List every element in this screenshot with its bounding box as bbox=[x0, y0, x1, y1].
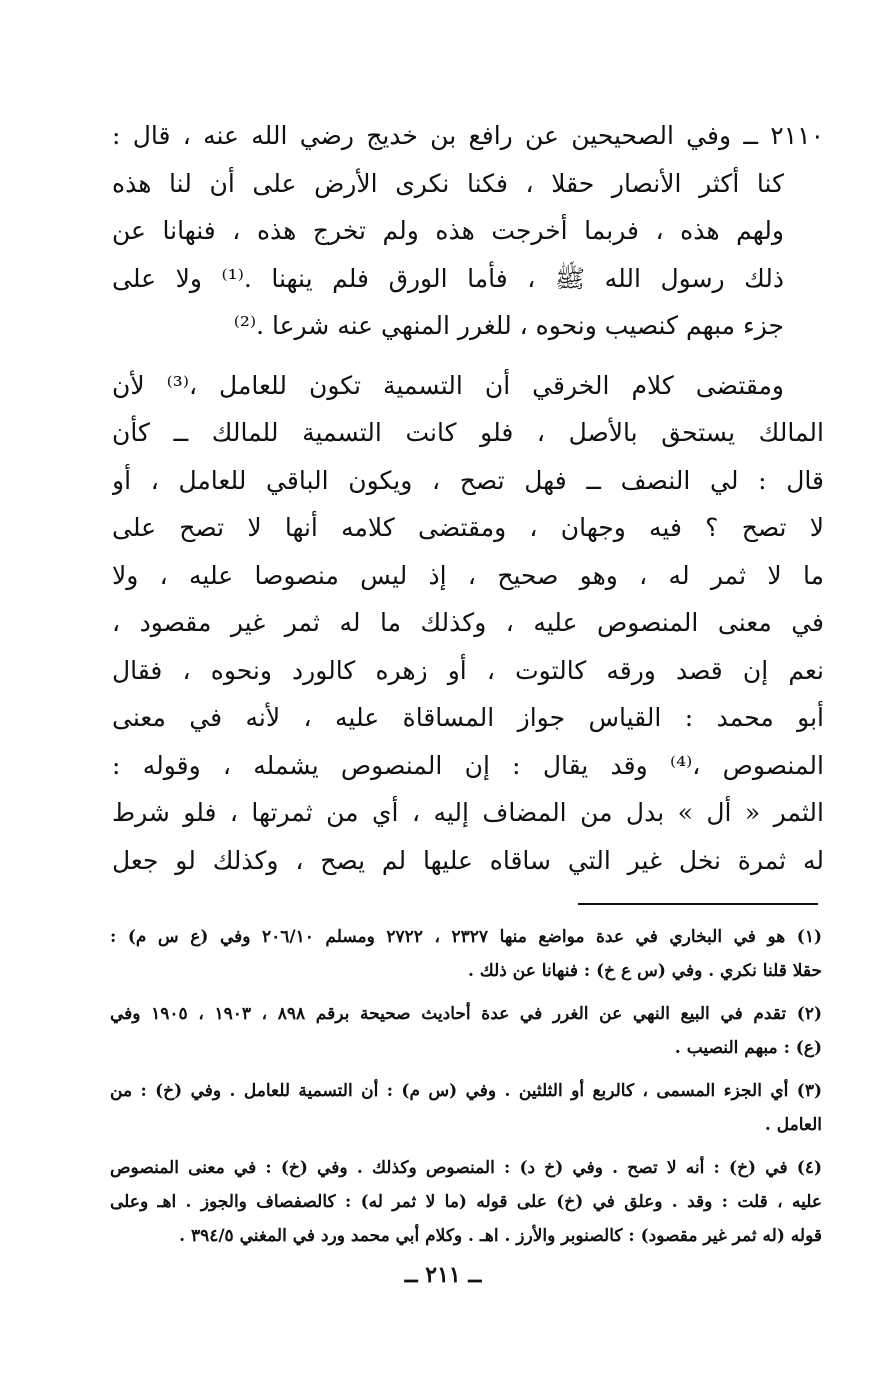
text-line: لا تصح ؟ فيه وجهان ، ومقتضى كلامه أنها لا تصح على bbox=[112, 513, 824, 542]
commentary-paragraph bbox=[112, 362, 824, 885]
text-line: الثمر « أل » بدل من المضاف إليه ، أي من ثمرتها ، فلو شرط bbox=[112, 798, 824, 827]
footnote-line: حقلا قلنا نكري . وفي (س ع خ) : فنهانا عن ذلك . bbox=[467, 961, 822, 981]
footnote-line: عليه ، قلت : وقد . وعلق في (خ) على قوله (ما لا ثمر له) : كالصفصاف والجوز . اهـ وعلى bbox=[110, 1192, 822, 1212]
paragraph-gap bbox=[112, 350, 824, 362]
text-line: في معنى المنصوص عليه ، وكذلك ما له ثمر غير مقصود ، bbox=[112, 608, 824, 637]
text-line: جزء مبهم كنصيب ونحوه ، للغرر المنهي عنه شرعا .⁽²⁾ bbox=[233, 311, 784, 340]
footnote-3 bbox=[110, 1074, 822, 1142]
text-line: ٢١١٠ ــ وفي الصحيحين عن رافع بن خديج رضي الله عنه ، قال : bbox=[112, 121, 824, 150]
footnote-line: قوله (له ثمر غير مقصود) : كالصنوبر والأرز . اهـ . وكلام أبي محمد ورد في المغني ٣٩٤/٥ . bbox=[179, 1226, 822, 1246]
footnote-line: (٤) في (خ) : أنه لا تصح . وفي (خ د) : المنصوص وكذلك . وفي (خ) : في معنى المنصوص bbox=[110, 1158, 822, 1178]
text-line: نعم إن قصد ورقه كالتوت ، أو زهره كالورد ونحوه ، فقال bbox=[112, 655, 824, 685]
hadith-paragraph bbox=[112, 112, 824, 350]
text-line: المنصوص ،⁽⁴⁾ وقد يقال : إن المنصوص يشمله ، وقوله : bbox=[112, 750, 824, 780]
footnote-divider bbox=[578, 903, 818, 905]
footnote-line: العامل . bbox=[764, 1115, 822, 1135]
footnote-4 bbox=[110, 1151, 822, 1253]
footnote-line: (٢) تقدم في البيع النهي عن الغرر في عدة أحاديث صحيحة برقم ٨٩٨ ، ١٩٠٣ ، ١٩٠٥ وفي bbox=[110, 1004, 822, 1024]
footnote-line: (ع) : مبهم النصيب . bbox=[674, 1038, 822, 1058]
footnotes bbox=[110, 920, 822, 1262]
text-line: ولهم هذه ، فربما أخرجت هذه ولم تخرج هذه ، فنهانا عن bbox=[112, 216, 784, 245]
footnote-1 bbox=[110, 920, 822, 988]
text-line: كنا أكثر الأنصار حقلا ، فكنا نكرى الأرض على أن لنا هذه bbox=[112, 168, 784, 198]
text-line: ذلك رسول الله ﷺ ، فأما الورق فلم ينهنا .⁽¹⁾ ولا على bbox=[112, 263, 784, 293]
footnote-2 bbox=[110, 997, 822, 1065]
text-line: قال : لي النصف ــ فهل تصح ، ويكون الباقي للعامل ، أو bbox=[112, 465, 824, 495]
main-text bbox=[112, 112, 824, 884]
text-line: المالك يستحق بالأصل ، فلو كانت التسمية للمالك ــ كأن bbox=[112, 418, 824, 447]
text-line: ومقتضى كلام الخرقي أن التسمية تكون للعامل ،⁽³⁾ لأن bbox=[112, 370, 784, 400]
page-number: ــ ٢١١ ــ bbox=[404, 1262, 482, 1288]
text-line: له ثمرة نخل غير التي ساقاه عليها لم يصح ، وكذلك لو جعل bbox=[112, 845, 824, 875]
footnote-line: (٣) أي الجزء المسمى ، كالربع أو الثلثين . وفي (س م) : أن التسمية للعامل . وفي (خ) : من bbox=[110, 1081, 822, 1101]
text-line: أبو محمد : القياس جواز المساقاة عليه ، لأنه في معنى bbox=[112, 703, 824, 732]
footnote-line: (١) هو في البخاري في عدة مواضع منها ٢٣٢٧ ، ٢٧٢٢ ومسلم ٢٠٦/١٠ وفي (ع س م) : bbox=[110, 927, 822, 947]
text-line: ما لا ثمر له ، وهو صحيح ، إذ ليس منصوصا عليه ، ولا bbox=[112, 560, 824, 590]
